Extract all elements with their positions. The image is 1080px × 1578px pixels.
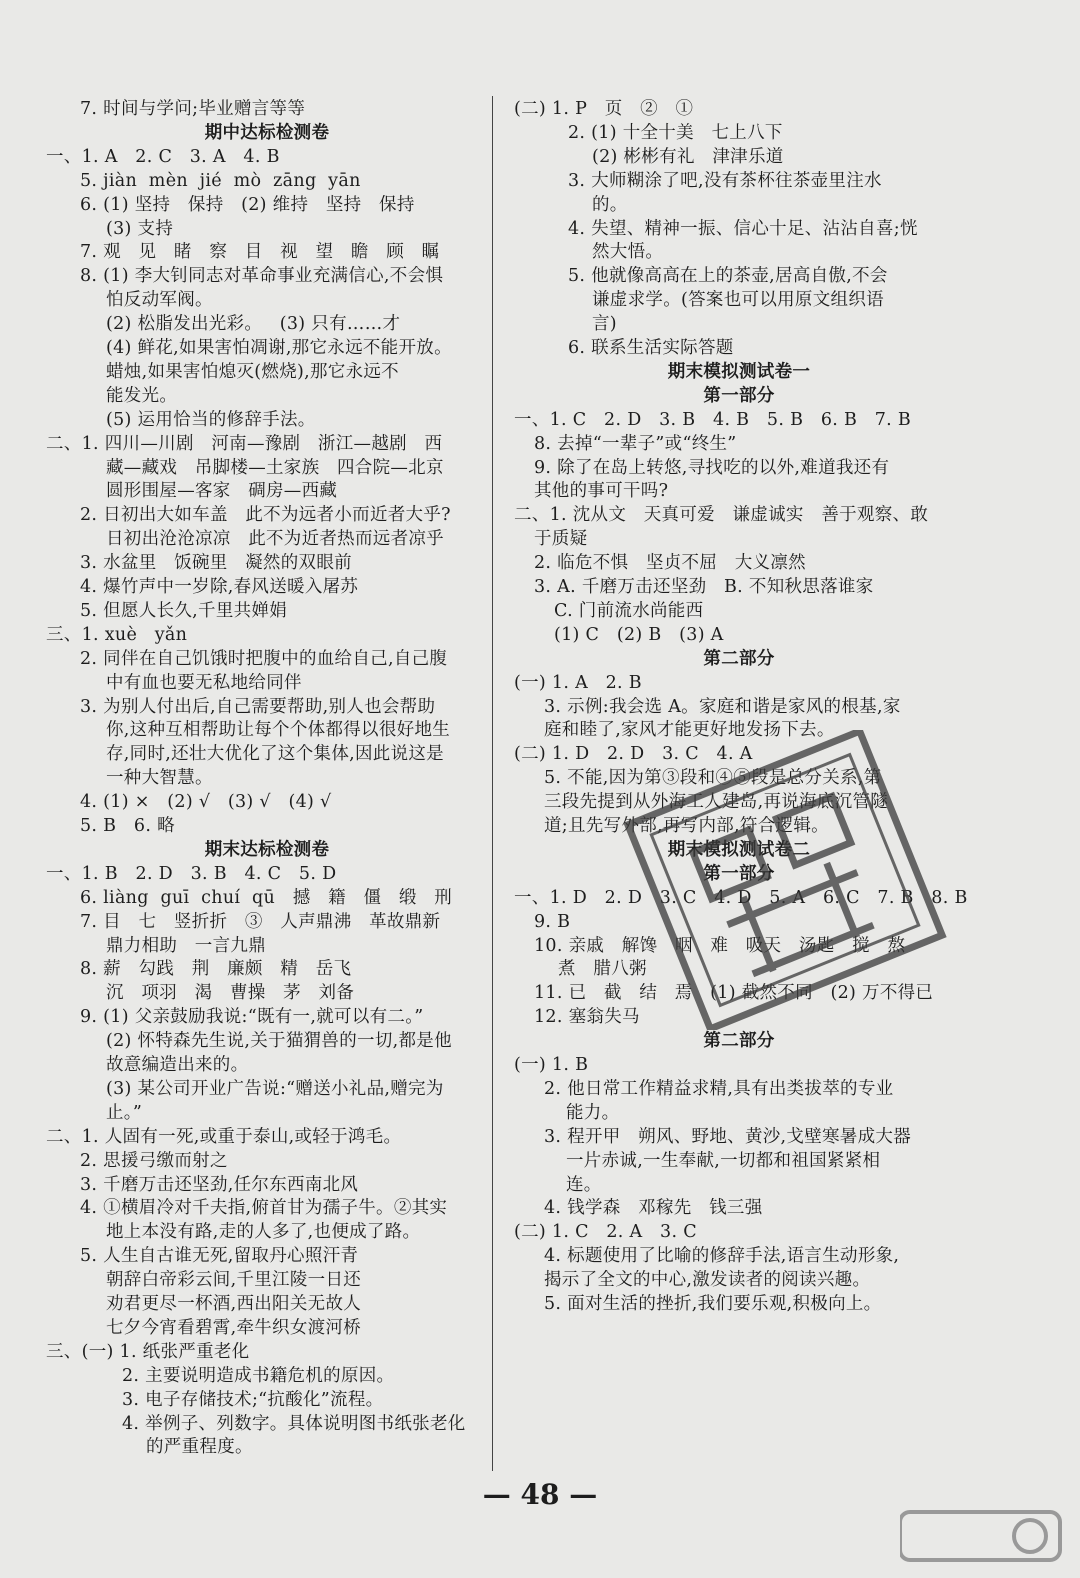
answer-line: (二) 1. C 2. A 3. C xyxy=(514,1222,697,1243)
answer-line: 3. 示例:我会选 A。家庭和谐是家风的根基,家 xyxy=(544,696,901,717)
answer-line: 6. (1) 坚持 保持 (2) 维持 坚持 保持 xyxy=(80,194,415,215)
stamp-seal-icon xyxy=(620,730,950,1030)
answer-line: 5. 不能,因为第③段和④⑤段是总分关系,第 xyxy=(544,768,882,789)
answer-line: 鼎力相助 一言九鼎 xyxy=(106,935,266,956)
answer-line: 8. 去掉“一辈子”或“终生” xyxy=(534,433,737,454)
answer-line: 一、1. C 2. D 3. B 4. B 5. B 6. B 7. B xyxy=(514,409,912,430)
answer-line: 5. 面对生活的挫折,我们要乐观,积极向上。 xyxy=(544,1294,882,1314)
answer-line: 藏—藏戏 吊脚楼—土家族 四合院—北京 xyxy=(106,457,444,478)
answer-line: (二) 1. D 2. D 3. C 4. A xyxy=(514,744,753,765)
answer-line: 一种大智慧。 xyxy=(106,768,213,789)
answer-line: 7. 目 七 竖折折 ③ 人声鼎沸 革故鼎新 xyxy=(80,911,441,932)
answer-line: 揭示了全文的中心,激发读者的阅读兴趣。 xyxy=(544,1270,871,1291)
answer-line: 6. liàng guī chuí qū 撼 籍 僵 缎 刑 xyxy=(80,887,453,908)
answer-line: 于质疑 xyxy=(534,529,588,550)
answer-line: 3. 为别人付出后,自己需要帮助,别人也会帮助 xyxy=(80,696,436,717)
answer-line: (一) 1. A 2. B xyxy=(514,672,642,693)
answer-line: 2. 同伴在自己饥饿时把腹中的血给自己,自己腹 xyxy=(80,648,448,669)
answer-line: 三段先提到从外海工人建岛,再说海底沉管隧 xyxy=(544,792,889,813)
answer-line: 4. 标题使用了比喻的修辞手法,语言生动形象, xyxy=(544,1246,900,1267)
answer-line: 2. 主要说明造成书籍危机的原因。 xyxy=(122,1365,395,1386)
answer-line: 一、1. D 2. D 3. C 4. D 5. A 6. C 7. B 8. B xyxy=(514,887,968,908)
answer-line: 11. 已 截 结 焉 (1) 截然不同 (2) 万不得已 xyxy=(534,983,934,1004)
answer-line: 3. 水盆里 饭碗里 凝然的双眼前 xyxy=(80,553,352,574)
answer-line: 煮 腊八粥 xyxy=(558,959,647,980)
answer-line: 5. jiàn mèn jié mò zāng yān xyxy=(80,170,361,191)
answer-line: 日初出沧沧凉凉 此不为近者热而远者凉乎 xyxy=(106,529,444,550)
answer-line: 一、1. A 2. C 3. A 4. B xyxy=(46,146,280,167)
answer-line: 2. 日初出大如车盖 此不为远者小而近者大乎? xyxy=(80,505,451,526)
answer-line: 的严重程度。 xyxy=(146,1437,253,1458)
answer-line: 怕反动军阀。 xyxy=(106,290,213,311)
answer-line: (2) 彬彬有礼 津津乐道 xyxy=(592,146,784,167)
answer-line: 沉 项羽 渴 曹操 茅 刘备 xyxy=(106,983,355,1004)
answer-line: (2) 怀特森先生说,关于猫猬兽的一切,都是他 xyxy=(106,1031,452,1052)
answer-line: 七夕今宵看碧霄,牵牛织女渡河桥 xyxy=(106,1317,362,1338)
answer-line: 3. 程开甲 朔风、野地、黄沙,戈壁寒暑成大器 xyxy=(544,1126,912,1147)
answer-line: 3. 千磨万击还坚劲,任尔东西南北风 xyxy=(80,1174,359,1195)
answer-line: 6. 联系生活实际答题 xyxy=(568,338,734,358)
answer-line: (二) 1. P 页 ② ① xyxy=(514,99,694,119)
answer-line: 地上本没有路,走的人多了,也便成了路。 xyxy=(106,1222,421,1243)
answer-line: 的。 xyxy=(592,194,628,215)
column-divider xyxy=(492,96,493,1471)
section-heading: 第二部分 xyxy=(703,648,775,669)
answer-line: 12. 塞翁失马 xyxy=(534,1007,640,1028)
answer-line: 故意编造出来的。 xyxy=(106,1055,249,1075)
answer-line: 4. 举例子、列数字。具体说明图书纸张老化 xyxy=(122,1413,466,1434)
answer-line: 4. 钱学森 邓稼先 钱三强 xyxy=(544,1198,763,1219)
answer-line: (1) C (2) B (3) A xyxy=(554,624,724,645)
watermark-logo-icon xyxy=(900,1508,1070,1568)
answer-line: 4. ①横眉冷对千夫指,俯首甘为孺子牛。②其实 xyxy=(80,1198,448,1219)
page-number: — 48 — xyxy=(482,1478,598,1511)
answer-line: 二、1. 人固有一死,或重于泰山,或轻于鸿毛。 xyxy=(46,1126,402,1147)
section-heading: 期末达标检测卷 xyxy=(204,839,330,860)
answer-line: 4. 失望、精神一振、信心十足、沾沾自喜;恍 xyxy=(568,218,918,239)
answer-line: C. 门前流水尚能西 xyxy=(554,600,704,621)
answer-line: 4. (1) × (2) √ (3) √ (4) √ xyxy=(80,792,332,813)
answer-line: 一、1. B 2. D 3. B 4. C 5. D xyxy=(46,863,337,884)
answer-line: 三、1. xuè yǎn xyxy=(46,624,188,645)
answer-line: 9. 除了在岛上转悠,寻找吃的以外,难道我还有 xyxy=(534,457,890,478)
answer-line: 2. 临危不惧 坚贞不屈 大义凛然 xyxy=(534,553,806,574)
answer-line: (3) 支持 xyxy=(106,218,174,239)
answer-line: 朝辞白帝彩云间,千里江陵一日还 xyxy=(106,1270,362,1291)
answer-line: 谦虚求学。(答案也可以用原文组织语 xyxy=(592,290,884,311)
answer-line: (3) 某公司开业广告说:“赠送小礼品,赠完为 xyxy=(106,1078,444,1099)
answer-line: 二、1. 四川—川剧 河南—豫剧 浙江—越剧 西 xyxy=(46,433,443,454)
section-heading: 期末模拟测试卷一 xyxy=(667,361,811,382)
answer-line: (一) 1. B xyxy=(514,1055,589,1075)
answer-line: 3. 大师糊涂了吧,没有茶杯往茶壶里注水 xyxy=(568,170,882,191)
answer-line: 4. 爆竹声中一岁除,春风送暖入屠苏 xyxy=(80,577,359,597)
section-heading: 期中达标检测卷 xyxy=(204,122,330,143)
answer-line: 能力。 xyxy=(566,1102,620,1123)
answer-line: (2) 松脂发出光彩。 (3) 只有……才 xyxy=(106,314,401,335)
answer-line: 10. 亲戚 解馋 咽 难 吸天 汤匙 搅 熬 xyxy=(534,935,906,956)
answer-line: 劝君更尽一杯酒,西出阳关无故人 xyxy=(106,1294,362,1314)
answer-line: 7. 时间与学问;毕业赠言等等 xyxy=(80,99,306,119)
answer-line: 7. 观 见 睹 察 目 视 望 瞻 顾 瞩 xyxy=(80,242,440,263)
answer-line: 2. 他日常工作精益求精,具有出类拔萃的专业 xyxy=(544,1078,894,1099)
answer-line: 9. B xyxy=(534,911,571,932)
section-heading: 第二部分 xyxy=(703,1031,775,1052)
answer-line: 存,同时,还壮大优化了这个集体,因此说这是 xyxy=(106,744,444,765)
answer-line: 5. 他就像高高在上的茶壶,居高自傲,不会 xyxy=(568,266,888,287)
answer-line: 言) xyxy=(592,314,617,335)
answer-line: 一片赤诚,一生奉献,一切都和祖国紧紧相 xyxy=(566,1150,881,1171)
answer-line: 8. 薪 勾践 荆 廉颇 精 岳飞 xyxy=(80,959,352,980)
answer-line: 然大悟。 xyxy=(592,242,664,263)
answer-line: 5. B 6. 略 xyxy=(80,816,175,836)
answer-line: 三、(一) 1. 纸张严重老化 xyxy=(46,1341,250,1362)
answer-line: 2. 思援弓缴而射之 xyxy=(80,1150,228,1171)
answer-line: 道;且先写外部,再写内部,符合逻辑。 xyxy=(544,816,829,836)
answer-line: (5) 运用恰当的修辞手法。 xyxy=(106,409,316,430)
section-heading: 期末模拟测试卷二 xyxy=(667,839,811,860)
answer-line: 8. (1) 李大钊同志对革命事业充满信心,不会惧 xyxy=(80,266,444,287)
answer-line: 庭和睦了,家风才能更好地发扬下去。 xyxy=(544,720,835,741)
answer-line: 连。 xyxy=(566,1174,602,1195)
answer-line: 其他的事可干吗? xyxy=(534,481,669,502)
answer-line: 3. A. 千磨万击还坚劲 B. 不知秋思落谁家 xyxy=(534,577,874,597)
answer-line: 你,这种互相帮助让每个个体都得以很好地生 xyxy=(106,720,451,741)
answer-line: 圆形围屋—客家 碉房—西藏 xyxy=(106,481,338,502)
section-heading: 第一部分 xyxy=(703,863,775,884)
answer-line: 9. (1) 父亲鼓励我说:“既有一,就可以有二。” xyxy=(80,1007,424,1028)
answer-line: 5. 但愿人长久,千里共婵娟 xyxy=(80,600,288,621)
answer-line: (4) 鲜花,如果害怕凋谢,那它永远不能开放。 xyxy=(106,338,452,358)
answer-line: 3. 电子存储技术;“抗酸化”流程。 xyxy=(122,1389,384,1410)
answer-line: 5. 人生自古谁无死,留取丹心照汗青 xyxy=(80,1246,359,1267)
section-heading: 第一部分 xyxy=(703,385,775,406)
answer-line: 止。” xyxy=(106,1102,143,1123)
answer-line: 中有血也要无私地给同伴 xyxy=(106,672,302,693)
answer-line: 2. (1) 十全十美 七上八下 xyxy=(568,122,783,143)
answer-line: 二、1. 沈从文 天真可爱 谦虚诚实 善于观察、敢 xyxy=(514,505,929,526)
answer-line: 能发光。 xyxy=(106,385,178,406)
answer-line: 蜡烛,如果害怕熄灭(燃烧),那它永远不 xyxy=(106,361,399,382)
